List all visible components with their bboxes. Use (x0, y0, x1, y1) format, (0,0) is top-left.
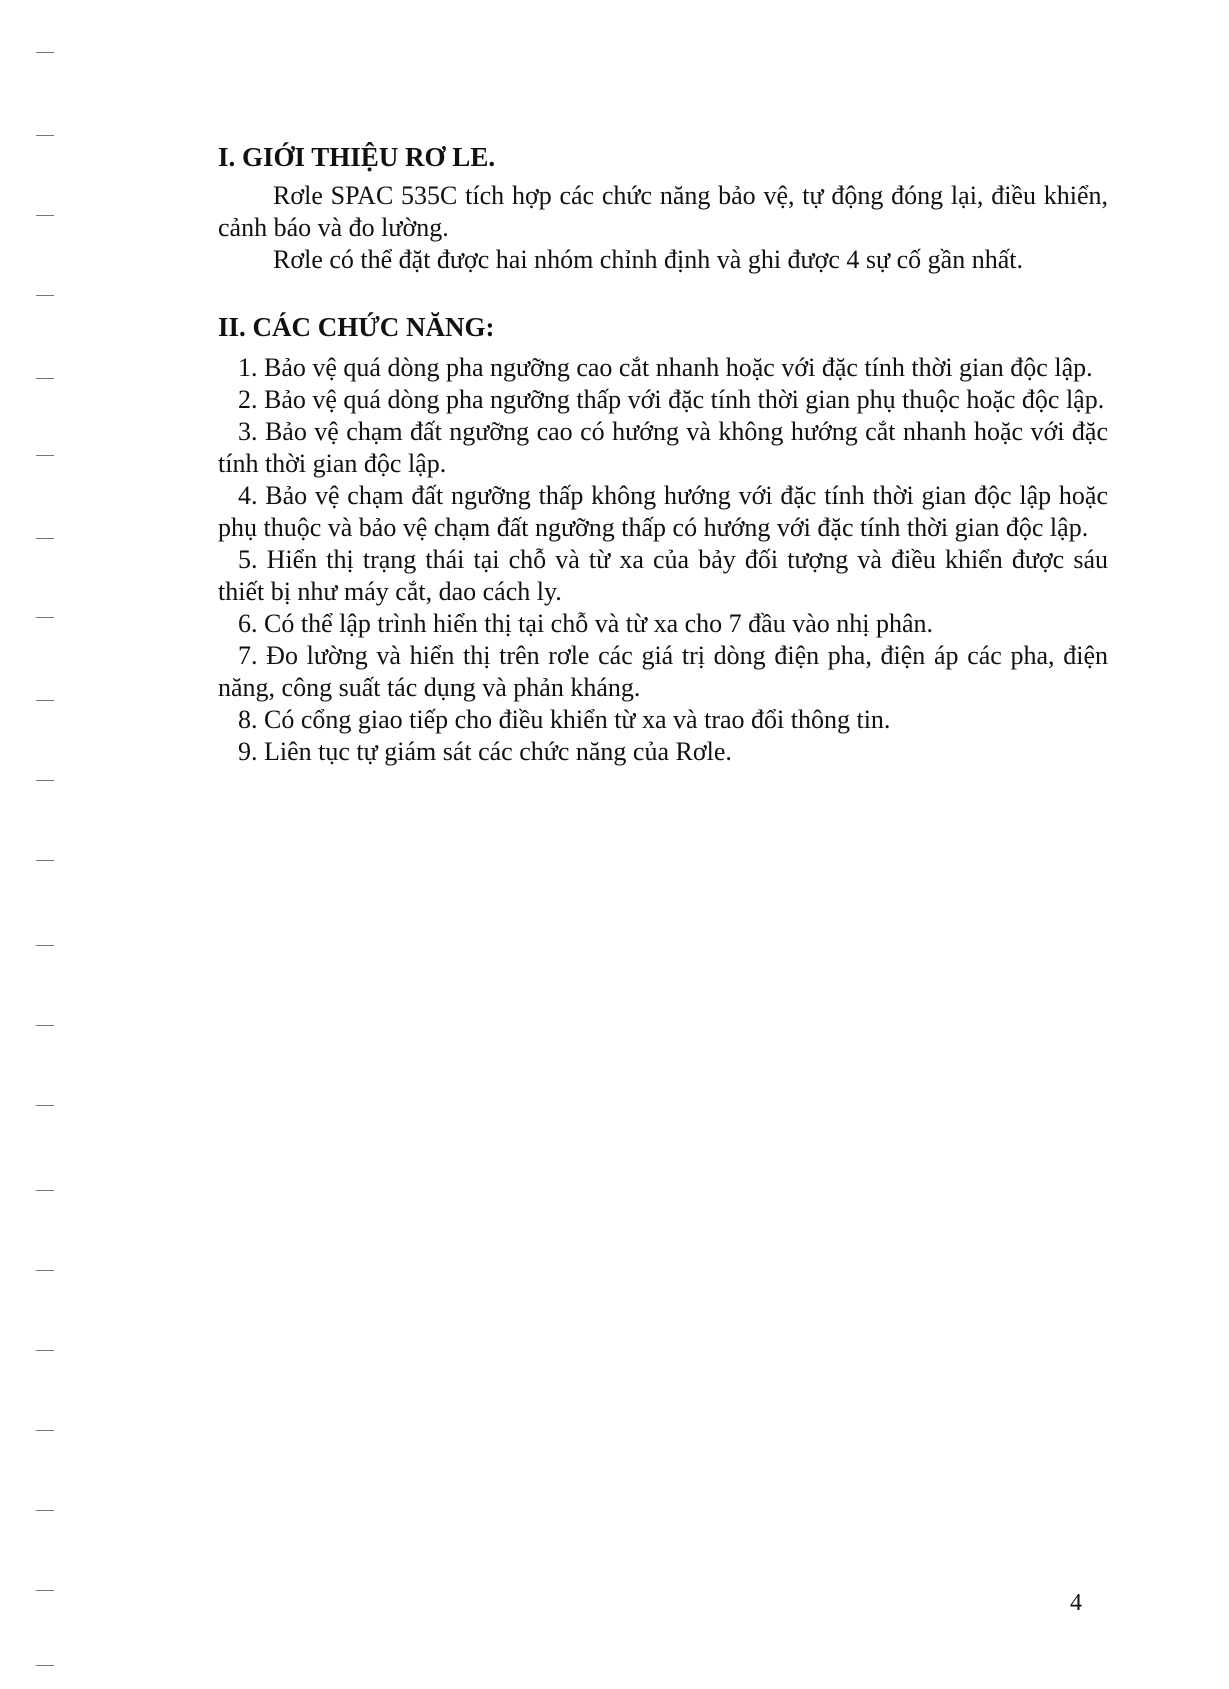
margin-tick-mark (36, 1350, 54, 1351)
function-item-8: 8. Có cổng giao tiếp cho điều khiển từ xa và trao đổi thông tin. (238, 705, 891, 734)
margin-tick-mark (36, 1025, 54, 1026)
margin-tick-mark (36, 700, 54, 701)
margin-tick-mark (36, 1190, 54, 1191)
margin-tick-mark (36, 1665, 54, 1666)
section-2-heading: II. CÁC CHỨC NĂNG: (218, 312, 495, 342)
binding-margin-marks (36, 0, 66, 1689)
function-list (218, 352, 1108, 768)
function-item-2: 2. Bảo vệ quá dòng pha ngưỡng thấp với đặc tính thời gian phụ thuộc hoặc độc lập. (238, 385, 1105, 414)
margin-tick-mark (36, 860, 54, 861)
function-item-9: 9. Liên tục tự giám sát các chức năng của Rơle. (238, 737, 732, 766)
margin-tick-mark (36, 1270, 54, 1271)
section-1-heading: I. GIỚI THIỆU RƠ LE. (218, 142, 496, 172)
margin-tick-mark (36, 455, 54, 456)
function-item-6: 6. Có thể lập trình hiển thị tại chỗ và từ xa cho 7 đầu vào nhị phân. (238, 609, 933, 638)
margin-tick-mark (36, 1510, 54, 1511)
margin-tick-mark (36, 780, 54, 781)
margin-tick-mark (36, 1430, 54, 1431)
document-body (218, 140, 1108, 768)
function-item-4: 4. Bảo vệ chạm đất ngưỡng thấp không hướng với đặc tính thời gian độc lập hoặc phụ thuộc và bảo vệ chạm đất ngưỡng thấp có hướng với đặc tính thời gian độc lập. (218, 481, 1108, 542)
margin-tick-mark (36, 617, 54, 618)
function-item-1: 1. Bảo vệ quá dòng pha ngưỡng cao cắt nhanh hoặc với đặc tính thời gian độc lập. (238, 353, 1093, 382)
section-1-paragraph-1: Rơle SPAC 535C tích hợp các chức năng bảo vệ, tự động đóng lại, điều khiển, cảnh báo và đo lường. (218, 181, 1108, 242)
function-item-7: 7. Đo lường và hiển thị trên rơle các giá trị dòng điện pha, điện áp các pha, điện năng, công suất tác dụng và phản kháng. (218, 641, 1108, 702)
margin-tick-mark (36, 538, 54, 539)
function-item-5: 5. Hiển thị trạng thái tại chỗ và từ xa của bảy đối tượng và điều khiển được sáu thiết bị như máy cắt, dao cách ly. (218, 545, 1108, 606)
margin-tick-mark (36, 945, 54, 946)
margin-tick-mark (36, 52, 54, 53)
margin-tick-mark (36, 295, 54, 296)
section-1-paragraph-2: Rơle có thể đặt được hai nhóm chỉnh định và ghi được 4 sự cố gần nhất. (273, 245, 1023, 274)
margin-tick-mark (36, 215, 54, 216)
margin-tick-mark (36, 1105, 54, 1106)
page-number: 4 (1070, 1590, 1082, 1616)
margin-tick-mark (36, 1590, 54, 1591)
margin-tick-mark (36, 135, 54, 136)
function-item-3: 3. Bảo vệ chạm đất ngưỡng cao có hướng và không hướng cắt nhanh hoặc với đặc tính thời gian độc lập. (218, 417, 1108, 478)
margin-tick-mark (36, 378, 54, 379)
